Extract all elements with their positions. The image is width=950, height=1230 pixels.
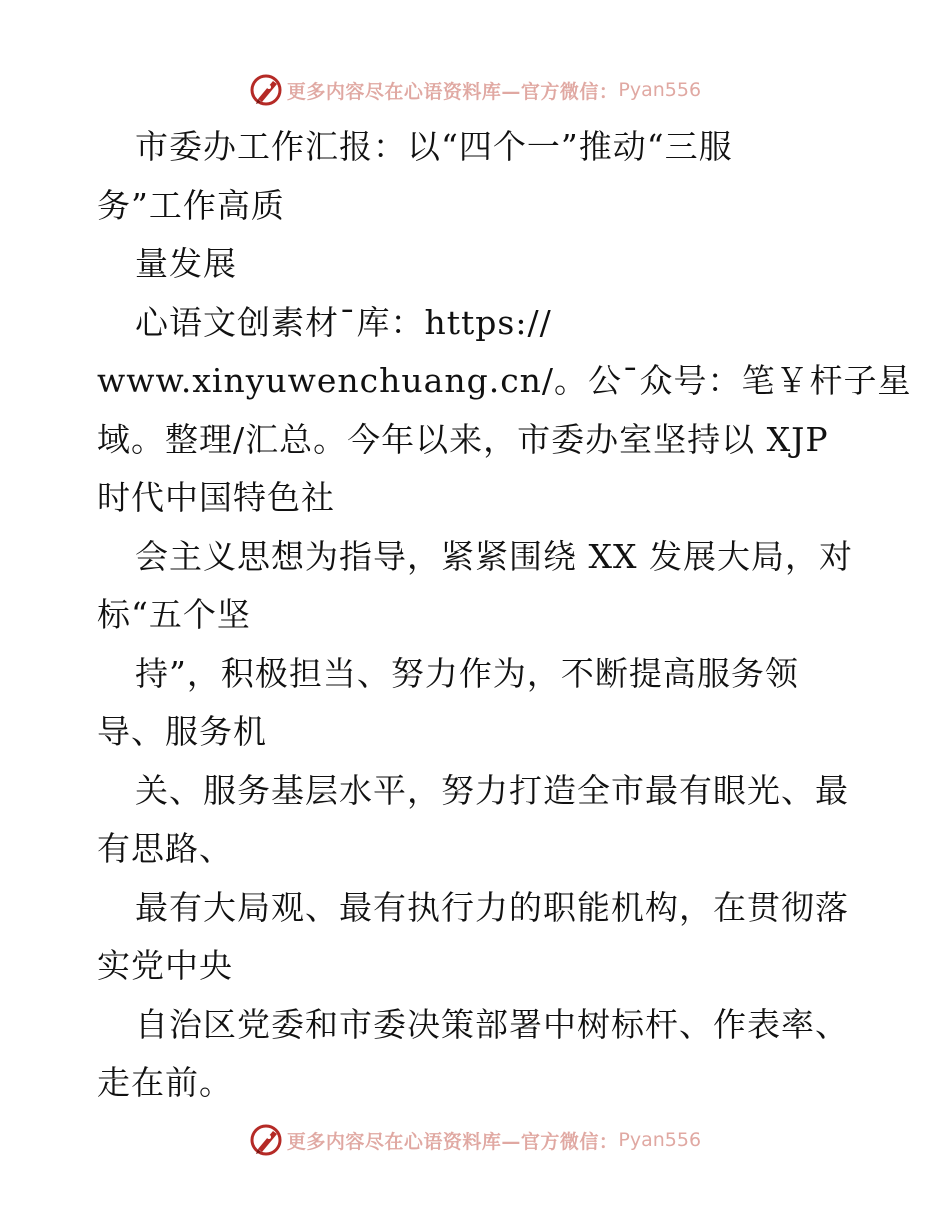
body-line: 导、服务机 xyxy=(97,712,267,751)
body-line: 持”，积极担当、努力作为，不断提高服务领 xyxy=(135,653,799,693)
body-line: 关、服务基层水平，努力打造全市最有眼光、最 xyxy=(135,770,849,810)
body-line: 时代中国特色社 xyxy=(97,478,335,517)
body-line: 会主义思想为指导，紧紧围绕 XX 发展大局，对 xyxy=(135,536,853,576)
document-title-line-2: 务”工作高质 xyxy=(97,185,285,225)
header-banner-text: 更多内容尽在心语资料库—官方微信： xyxy=(286,80,619,103)
pen-logo-icon xyxy=(249,1123,283,1157)
footer-banner-text: 更多内容尽在心语资料库—官方微信： xyxy=(286,1130,619,1153)
body-line: 有思路、 xyxy=(97,829,233,868)
document-title-line-3: 量发展 xyxy=(135,244,237,283)
body-line: www.xinyuwenchuang.cn/。公¯众号：笔￥杆子星 xyxy=(97,361,912,400)
pen-logo-icon xyxy=(249,73,283,107)
body-line: 最有大局观、最有执行力的职能机构，在贯彻落 xyxy=(135,887,849,927)
body-line: 走在前。 xyxy=(97,1063,233,1102)
body-line: 心语文创素材¯库：https:// xyxy=(135,302,552,342)
footer-banner xyxy=(0,1120,950,1160)
header-banner-wechat-id: Pyan556 xyxy=(618,79,702,101)
body-line: 实党中央 xyxy=(97,946,233,985)
body-line: 标“五个坚 xyxy=(97,595,251,634)
header-banner xyxy=(0,70,950,110)
footer-banner-wechat-id: Pyan556 xyxy=(618,1129,702,1151)
document-title-line-1: 市委办工作汇报：以“四个一”推动“三服 xyxy=(135,127,733,166)
body-line: 域。整理/汇总。今年以来，市委办室坚持以 XJP xyxy=(97,419,829,459)
body-line: 自治区党委和市委决策部署中树标杆、作表率、 xyxy=(135,1004,849,1044)
document-body xyxy=(97,118,912,1113)
